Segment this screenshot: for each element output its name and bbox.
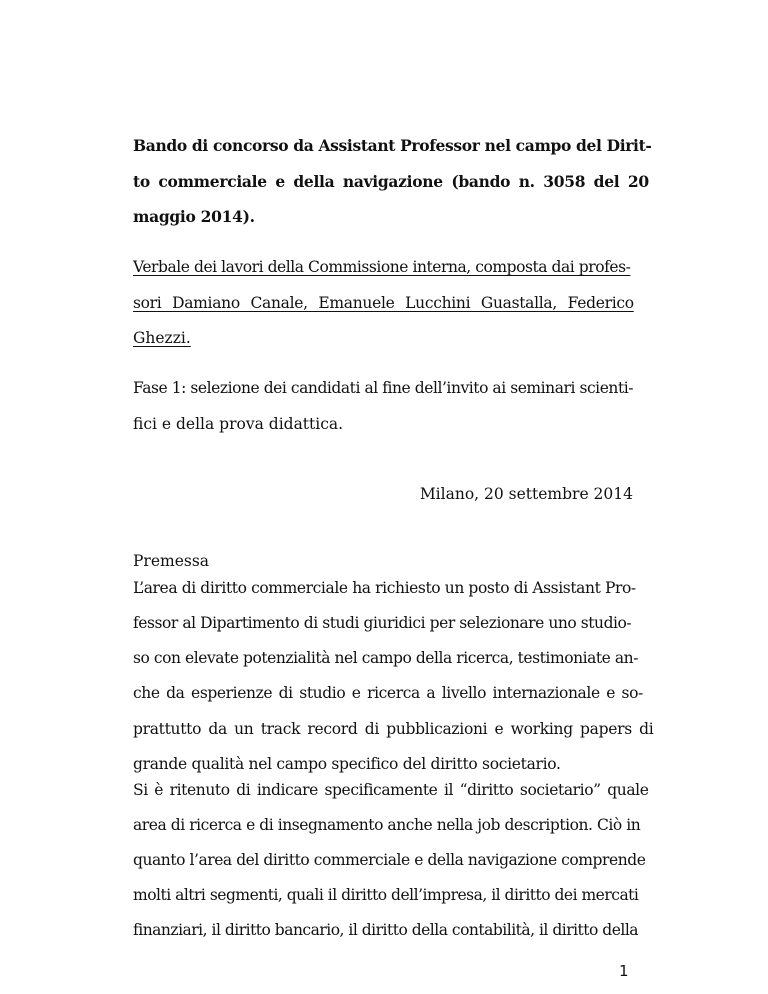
premessa-line-11: finanziari, il diritto bancario, il diritto della contabilità, il diritto della bbox=[133, 921, 639, 939]
premessa-line-1: L’area di diritto commerciale ha richiesto un posto di Assistant Pro- bbox=[133, 579, 636, 597]
premessa-line-6: grande qualità nel campo specifico del diritto societario. bbox=[133, 755, 561, 773]
premessa-line-3: so con elevate potenzialità nel campo della ricerca, testimoniate an- bbox=[133, 649, 638, 667]
date-line: Milano, 20 settembre 2014 bbox=[419, 485, 633, 503]
title-line-3: maggio 2014). bbox=[133, 207, 255, 226]
premessa-line-10: molti altri segmenti, quali il diritto dell’impresa, il diritto dei mercati bbox=[133, 886, 639, 904]
premessa-line-5: prattutto da un track record di pubblicazioni e working papers di bbox=[133, 720, 654, 738]
verbale-line-2: sori Damiano Canale, Emanuele Lucchini Guastalla, Federico bbox=[133, 294, 634, 312]
fase-line-1: Fase 1: selezione dei candidati al fine dell’invito ai seminari scienti- bbox=[133, 379, 634, 397]
title-line-1: Bando di concorso da Assistant Professor nel campo del Dirit- bbox=[133, 136, 652, 155]
premessa-heading: Premessa bbox=[133, 552, 210, 570]
page-number: 1 bbox=[619, 962, 629, 980]
premessa-line-7: Si è ritenuto di indicare specificamente il “diritto societario” quale bbox=[133, 781, 649, 799]
premessa-line-9: quanto l’area del diritto commerciale e della navigazione comprende bbox=[133, 851, 646, 869]
verbale-line-1: Verbale dei lavori della Commissione interna, composta dai profes- bbox=[133, 258, 631, 276]
fase-line-2: fici e della prova didattica. bbox=[133, 415, 344, 433]
verbale-line-3: Ghezzi. bbox=[133, 329, 191, 347]
title-line-2: to commerciale e della navigazione (bando n. 3058 del 20 bbox=[133, 172, 649, 191]
premessa-line-2: fessor al Dipartimento di studi giuridici per selezionare uno studio- bbox=[133, 614, 632, 632]
premessa-line-4: che da esperienze di studio e ricerca a livello internazionale e so- bbox=[133, 684, 643, 702]
premessa-line-8: area di ricerca e di insegnamento anche nella job description. Ciò in bbox=[133, 816, 641, 834]
